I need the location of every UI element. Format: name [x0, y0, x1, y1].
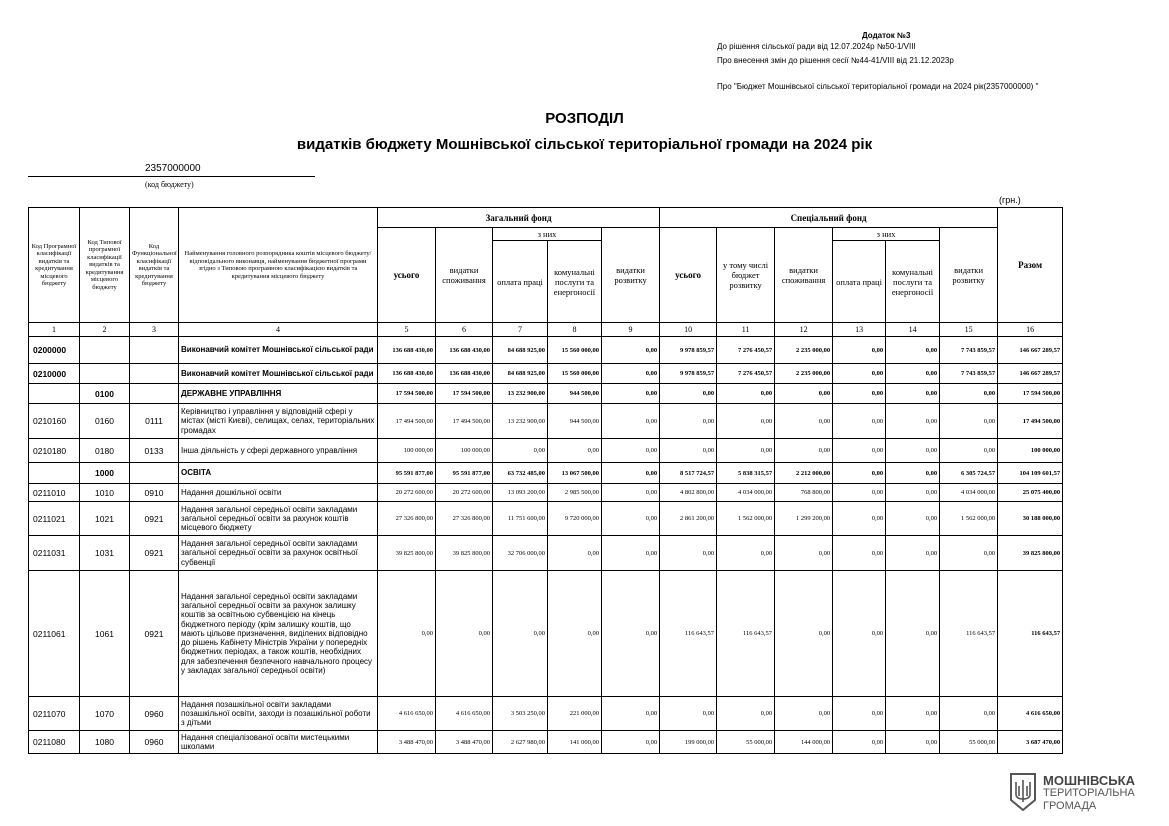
program-name-cell: Надання позашкільної освіти закладами позашкільної освіти, заходи із позашкільної роботи з дітьми	[179, 697, 378, 731]
column-number: 13	[833, 323, 886, 337]
amount-cell: 0,00	[717, 384, 775, 404]
amount-cell: 3 503 250,00	[493, 697, 548, 731]
header-program-code: Код Програмної класифікації видатків та кредитування місцевого бюджету	[29, 208, 80, 323]
column-number: 15	[940, 323, 998, 337]
budget-code-caption: (код бюджету)	[145, 180, 194, 189]
amount-cell: 0,00	[775, 697, 833, 731]
amount-cell: 141 000,00	[548, 731, 602, 754]
amount-cell: 0,00	[717, 697, 775, 731]
functional-code-cell: 0960	[130, 731, 179, 754]
amount-cell: 6 305 724,57	[940, 463, 998, 484]
amount-cell: 0,00	[886, 337, 940, 364]
amount-cell: 4 616 650,00	[436, 697, 493, 731]
amount-cell: 0,00	[886, 697, 940, 731]
typical-code-cell	[80, 364, 130, 384]
amount-cell: 116 643,57	[660, 571, 717, 697]
header-typical-code: Код Типової програмної класифікації видатків та кредитування місцевого бюджету	[80, 208, 130, 323]
expenditure-table	[28, 207, 1063, 754]
amount-cell: 0,00	[833, 337, 886, 364]
amount-cell: 0,00	[775, 404, 833, 439]
header-sf-wages: оплата праці	[833, 241, 886, 323]
amount-cell: 116 643,57	[940, 571, 998, 697]
amount-cell: 221 000,00	[548, 697, 602, 731]
amount-cell: 9 978 859,57	[660, 364, 717, 384]
functional-code-cell: 0133	[130, 439, 179, 463]
logo-line3: ГРОМАДА	[1043, 800, 1097, 812]
amount-cell: 0,00	[548, 571, 602, 697]
program-name-cell: Надання загальної середньої освіти закладами загальної середньої освіти за рахунок коштів місцевого бюджету	[179, 502, 378, 536]
table-row	[29, 463, 1063, 484]
typical-code-cell	[80, 337, 130, 364]
table-row	[29, 337, 1063, 364]
amount-cell: 0,00	[717, 536, 775, 571]
header-gf-wages: оплата праці	[493, 241, 548, 323]
table-row	[29, 502, 1063, 536]
header-functional-code: Код Функціональної класифікації видатків та кредитування бюджету	[130, 208, 179, 323]
amount-cell: 146 667 289,57	[998, 364, 1063, 384]
functional-code-cell	[130, 337, 179, 364]
amount-cell: 0,00	[775, 439, 833, 463]
table-row	[29, 536, 1063, 571]
amount-cell: 100 000,00	[378, 439, 436, 463]
program-code-cell: 0210160	[29, 404, 80, 439]
amount-cell: 17 594 500,00	[436, 384, 493, 404]
amount-cell: 4 034 000,00	[940, 484, 998, 502]
typical-code-cell: 0180	[80, 439, 130, 463]
header-sum: Разом	[998, 208, 1063, 323]
amount-cell: 4 802 800,00	[660, 484, 717, 502]
amount-cell: 2 212 000,00	[775, 463, 833, 484]
amount-cell: 0,00	[886, 731, 940, 754]
program-name-cell: Виконавчий комітет Мошнівської сільської ради	[179, 364, 378, 384]
amount-cell: 95 591 877,00	[436, 463, 493, 484]
functional-code-cell	[130, 463, 179, 484]
table-row	[29, 439, 1063, 463]
column-number: 14	[886, 323, 940, 337]
amount-cell: 136 688 430,00	[378, 337, 436, 364]
amount-cell: 13 093 200,00	[493, 484, 548, 502]
amount-cell: 0,00	[886, 404, 940, 439]
program-code-cell: 0211031	[29, 536, 80, 571]
amount-cell: 0,00	[833, 731, 886, 754]
functional-code-cell: 0910	[130, 484, 179, 502]
amount-cell: 116 643,57	[717, 571, 775, 697]
amount-cell: 0,00	[886, 536, 940, 571]
amount-cell: 3 488 470,00	[378, 731, 436, 754]
amount-cell: 7 743 859,57	[940, 364, 998, 384]
program-name-cell: Надання загальної середньої освіти закладами загальної середньої освіти за рахунок освітньої субвенції	[179, 536, 378, 571]
column-number: 5	[378, 323, 436, 337]
amount-cell: 0,00	[833, 463, 886, 484]
amount-cell: 2 235 000,00	[775, 364, 833, 384]
program-code-cell: 0210000	[29, 364, 80, 384]
amount-cell: 2 861 200,00	[660, 502, 717, 536]
column-number-row	[29, 323, 1063, 337]
decision-line: До рішення сільської ради від 12.07.2024р №50-1/VIII	[717, 42, 916, 51]
amount-cell: 39 825 800,00	[998, 536, 1063, 571]
program-code-cell: 0211021	[29, 502, 80, 536]
logo-line2: ТЕРИТОРІАЛЬНА	[1043, 787, 1135, 799]
typical-code-cell: 1000	[80, 463, 130, 484]
amount-cell: 7 276 450,57	[717, 337, 775, 364]
amount-cell: 17 594 500,00	[378, 384, 436, 404]
amount-cell: 0,00	[833, 536, 886, 571]
amount-cell: 136 688 430,00	[378, 364, 436, 384]
functional-code-cell: 0921	[130, 536, 179, 571]
amount-cell: 13 067 500,00	[548, 463, 602, 484]
header-gf-utilities: комунальні послуги та енергоносії	[548, 241, 602, 323]
column-number: 7	[493, 323, 548, 337]
amount-cell: 2 985 500,00	[548, 484, 602, 502]
column-number: 12	[775, 323, 833, 337]
amount-cell: 17 594 500,00	[998, 384, 1063, 404]
amount-cell: 7 743 859,57	[940, 337, 998, 364]
amount-cell: 13 232 900,00	[493, 384, 548, 404]
column-number: 2	[80, 323, 130, 337]
functional-code-cell: 0921	[130, 571, 179, 697]
program-code-cell: 0211061	[29, 571, 80, 697]
amount-cell: 199 000,00	[660, 731, 717, 754]
amount-cell: 944 500,00	[548, 384, 602, 404]
amount-cell: 0,00	[717, 404, 775, 439]
amount-cell: 17 494 500,00	[998, 404, 1063, 439]
amount-cell: 11 751 600,00	[493, 502, 548, 536]
typical-code-cell: 1021	[80, 502, 130, 536]
amount-cell: 0,00	[886, 484, 940, 502]
amount-cell: 0,00	[775, 536, 833, 571]
column-number: 16	[998, 323, 1063, 337]
table-row	[29, 484, 1063, 502]
amount-cell: 15 560 000,00	[548, 364, 602, 384]
amount-cell: 136 688 430,00	[436, 364, 493, 384]
amount-cell: 1 562 000,00	[717, 502, 775, 536]
amount-cell: 20 272 600,00	[436, 484, 493, 502]
amount-cell: 0,00	[775, 384, 833, 404]
amount-cell: 0,00	[602, 364, 660, 384]
amount-cell: 9 978 859,57	[660, 337, 717, 364]
typical-code-cell: 1031	[80, 536, 130, 571]
amount-cell: 0,00	[886, 384, 940, 404]
amount-cell: 4 034 000,00	[717, 484, 775, 502]
amount-cell: 0,00	[660, 384, 717, 404]
typical-code-cell: 1010	[80, 484, 130, 502]
community-logo-text	[1043, 774, 1135, 813]
header-general-fund: Загальний фонд	[378, 208, 660, 228]
amount-cell: 0,00	[940, 536, 998, 571]
amount-cell: 0,00	[833, 484, 886, 502]
column-number: 6	[436, 323, 493, 337]
typical-code-cell: 0100	[80, 384, 130, 404]
amount-cell: 13 232 900,00	[493, 404, 548, 439]
amount-cell: 1 562 000,00	[940, 502, 998, 536]
amendment-line: Про внесення змін до рішення сесії №44-41/VIII від 21.12.2023р	[717, 56, 954, 65]
amount-cell: 39 825 800,00	[378, 536, 436, 571]
amount-cell: 27 326 800,00	[436, 502, 493, 536]
amount-cell: 0,00	[602, 502, 660, 536]
amount-cell: 0,00	[717, 439, 775, 463]
amount-cell: 0,00	[602, 439, 660, 463]
functional-code-cell: 0111	[130, 404, 179, 439]
header-gf-total: усього	[378, 228, 436, 323]
logo-name: МОШНІВСЬКА	[1043, 773, 1135, 788]
amount-cell: 0,00	[940, 404, 998, 439]
amount-cell: 0,00	[602, 571, 660, 697]
amount-cell: 7 276 450,57	[717, 364, 775, 384]
amount-cell: 0,00	[833, 502, 886, 536]
header-name: Найменування головного розпорядника коштів місцевого бюджету/ відповідального виконавця, найменування бюджетної програми згідно з Типовою програмною класифікацією видатків та кредитування місцевого бюджету	[179, 208, 378, 323]
header-sf-development: видатки розвитку	[940, 228, 998, 323]
amount-cell: 0,00	[493, 571, 548, 697]
amount-cell: 2 235 000,00	[775, 337, 833, 364]
header-sf-of-them: з них	[833, 228, 940, 241]
header-sf-total: усього	[660, 228, 717, 323]
amount-cell: 17 494 500,00	[378, 404, 436, 439]
amount-cell: 0,00	[602, 404, 660, 439]
amount-cell: 0,00	[493, 439, 548, 463]
table-row	[29, 731, 1063, 754]
amount-cell: 0,00	[833, 404, 886, 439]
amount-cell: 0,00	[602, 337, 660, 364]
page-subtitle: видатків бюджету Мошнівської сільської територіальної громади на 2024 рік	[296, 136, 873, 153]
amount-cell: 8 517 724,57	[660, 463, 717, 484]
column-number: 3	[130, 323, 179, 337]
column-number: 9	[602, 323, 660, 337]
header-special-fund: Спеціальний фонд	[660, 208, 998, 228]
trident-emblem-icon	[1008, 772, 1038, 812]
table-row	[29, 384, 1063, 404]
amount-cell: 0,00	[602, 697, 660, 731]
amount-cell: 0,00	[378, 571, 436, 697]
column-number: 1	[29, 323, 80, 337]
header-sf-consumption: видатки споживання	[775, 228, 833, 323]
table-row	[29, 697, 1063, 731]
amount-cell: 9 720 000,00	[548, 502, 602, 536]
amount-cell: 32 706 000,00	[493, 536, 548, 571]
amount-cell: 3 488 470,00	[436, 731, 493, 754]
page-title: РОЗПОДІЛ	[545, 110, 624, 127]
amount-cell: 39 825 800,00	[436, 536, 493, 571]
typical-code-cell: 1061	[80, 571, 130, 697]
amount-cell: 944 500,00	[548, 404, 602, 439]
program-code-cell: 0211070	[29, 697, 80, 731]
table-row	[29, 571, 1063, 697]
budget-title-line: Про "Бюджет Мошнівської сільської територіальної громади на 2024 рік(2357000000) "	[717, 82, 1039, 91]
column-number: 10	[660, 323, 717, 337]
amount-cell: 0,00	[548, 439, 602, 463]
amount-cell: 0,00	[940, 697, 998, 731]
amount-cell: 144 000,00	[775, 731, 833, 754]
amount-cell: 84 688 925,00	[493, 337, 548, 364]
amount-cell: 0,00	[833, 384, 886, 404]
program-name-cell: ОСВІТА	[179, 463, 378, 484]
amount-cell: 17 494 500,00	[436, 404, 493, 439]
functional-code-cell	[130, 364, 179, 384]
amount-cell: 0,00	[660, 697, 717, 731]
amount-cell: 95 591 877,00	[378, 463, 436, 484]
program-code-cell: 0210180	[29, 439, 80, 463]
budget-code: 2357000000	[145, 163, 201, 174]
amount-cell: 2 627 980,00	[493, 731, 548, 754]
program-code-cell: 0211010	[29, 484, 80, 502]
table-row	[29, 364, 1063, 384]
amount-cell: 146 667 289,57	[998, 337, 1063, 364]
amount-cell: 0,00	[833, 697, 886, 731]
amount-cell: 20 272 600,00	[378, 484, 436, 502]
amount-cell: 0,00	[602, 484, 660, 502]
amount-cell: 30 188 000,00	[998, 502, 1063, 536]
amount-cell: 0,00	[660, 536, 717, 571]
amount-cell: 0,00	[436, 571, 493, 697]
program-name-cell: Надання загальної середньої освіти закладами загальної середньої освіти за рахунок залишку коштів за освітньою субвенцією на кінець бюджетного періоду (крім залишку коштів, що мають цільове призначення, виділених відповідно до рішень Кабінету Міністрів України у попередніх бюджетних періодах, а також коштів, необхідних для забезпечення безпечного навчального процесу у закладах загальної середньої освіти)	[179, 571, 378, 697]
column-number: 4	[179, 323, 378, 337]
amount-cell: 100 000,00	[998, 439, 1063, 463]
amount-cell: 0,00	[886, 364, 940, 384]
amount-cell: 0,00	[775, 571, 833, 697]
amount-cell: 100 000,00	[436, 439, 493, 463]
amount-cell: 0,00	[833, 364, 886, 384]
amount-cell: 0,00	[940, 384, 998, 404]
amount-cell: 15 560 000,00	[548, 337, 602, 364]
program-name-cell: Керівництво і управління у відповідній сфері у містах (місті Києві), селищах, селах, територіальних громадах	[179, 404, 378, 439]
typical-code-cell: 1070	[80, 697, 130, 731]
table-row	[29, 404, 1063, 439]
amount-cell: 0,00	[602, 384, 660, 404]
program-code-cell: 0200000	[29, 337, 80, 364]
typical-code-cell: 0160	[80, 404, 130, 439]
header-gf-consumption: видатки споживання	[436, 228, 493, 323]
column-number: 8	[548, 323, 602, 337]
header-sf-utilities: комунальні послуги та енергоносії	[886, 241, 940, 323]
budget-code-underline	[28, 176, 315, 177]
amount-cell: 0,00	[833, 571, 886, 697]
amount-cell: 25 075 400,00	[998, 484, 1063, 502]
program-code-cell	[29, 463, 80, 484]
program-name-cell: Виконавчий комітет Мошнівської сільської ради	[179, 337, 378, 364]
amount-cell: 0,00	[886, 463, 940, 484]
program-name-cell: ДЕРЖАВНЕ УПРАВЛІННЯ	[179, 384, 378, 404]
amount-cell: 0,00	[602, 536, 660, 571]
amount-cell: 5 838 315,57	[717, 463, 775, 484]
amount-cell: 116 643,57	[998, 571, 1063, 697]
amount-cell: 55 000,00	[940, 731, 998, 754]
amount-cell: 0,00	[886, 571, 940, 697]
amount-cell: 3 687 470,00	[998, 731, 1063, 754]
amount-cell: 0,00	[602, 463, 660, 484]
typical-code-cell: 1080	[80, 731, 130, 754]
amount-cell: 0,00	[886, 439, 940, 463]
program-name-cell: Надання спеціалізованої освіти мистецькими школами	[179, 731, 378, 754]
functional-code-cell: 0921	[130, 502, 179, 536]
amount-cell: 55 000,00	[717, 731, 775, 754]
amount-cell: 4 616 650,00	[998, 697, 1063, 731]
amount-cell: 0,00	[660, 439, 717, 463]
amount-cell: 136 688 430,00	[436, 337, 493, 364]
program-code-cell	[29, 384, 80, 404]
amount-cell: 0,00	[886, 502, 940, 536]
appendix-label: Додаток №3	[862, 31, 911, 40]
functional-code-cell: 0960	[130, 697, 179, 731]
program-name-cell: Інша діяльність у сфері державного управління	[179, 439, 378, 463]
header-gf-development: видатки розвитку	[602, 228, 660, 323]
column-number: 11	[717, 323, 775, 337]
amount-cell: 0,00	[940, 439, 998, 463]
amount-cell: 0,00	[602, 731, 660, 754]
amount-cell: 768 800,00	[775, 484, 833, 502]
amount-cell: 4 616 650,00	[378, 697, 436, 731]
amount-cell: 104 109 601,57	[998, 463, 1063, 484]
amount-cell: 63 732 485,00	[493, 463, 548, 484]
amount-cell: 0,00	[548, 536, 602, 571]
functional-code-cell	[130, 384, 179, 404]
amount-cell: 0,00	[833, 439, 886, 463]
program-code-cell: 0211080	[29, 731, 80, 754]
currency-unit: (грн.)	[999, 195, 1021, 205]
amount-cell: 84 688 925,00	[493, 364, 548, 384]
amount-cell: 1 299 200,00	[775, 502, 833, 536]
amount-cell: 27 326 800,00	[378, 502, 436, 536]
amount-cell: 0,00	[660, 404, 717, 439]
header-gf-of-them: з них	[493, 228, 602, 241]
header-sf-incl-dev: у тому числі бюджет розвитку	[717, 228, 775, 323]
program-name-cell: Надання дошкільної освіти	[179, 484, 378, 502]
